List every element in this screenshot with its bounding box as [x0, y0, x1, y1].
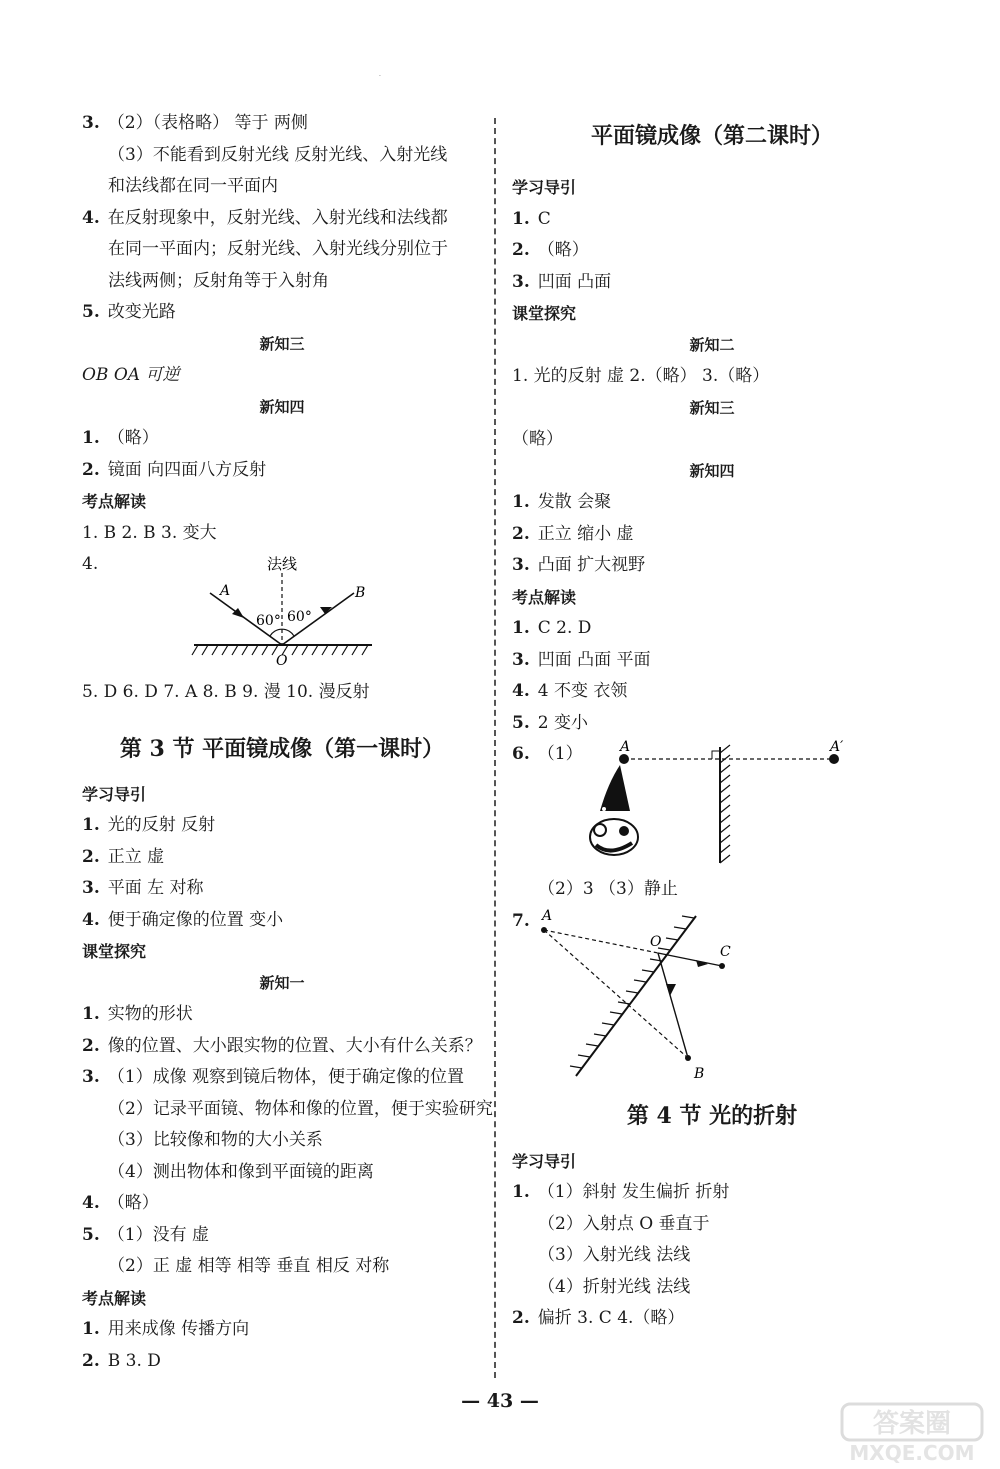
label-a-7: A	[542, 907, 553, 924]
section-4-title: 第 4 节 光的折射	[626, 1102, 798, 1129]
answer-text: （3）不能看到反射光线 反射光线、入射光线	[108, 144, 448, 165]
answer-line	[512, 550, 912, 582]
answer-line	[82, 297, 482, 329]
answer-text: B 3. D	[107, 1350, 161, 1371]
xinzhi-2-answer: 1. 光的反射 虚 2.（略） 3.（略）	[512, 366, 770, 386]
answer-line	[82, 1346, 482, 1378]
heading-xuexi-2: 学习导引	[512, 1151, 577, 1171]
xinzhi-4-answers	[82, 423, 482, 486]
label-c-7: C	[720, 943, 731, 960]
item-number: 1.	[512, 618, 530, 638]
answer-line	[82, 842, 482, 874]
label-a-6: A	[620, 739, 631, 755]
label-b-7: B	[694, 1065, 705, 1082]
point-a-prime	[829, 754, 839, 764]
answer-line	[82, 1157, 482, 1189]
answer-line	[82, 1314, 482, 1346]
heading-ketang-r: 课堂探究	[512, 304, 577, 323]
answer-line	[512, 204, 912, 236]
item-number: 2.	[82, 846, 100, 867]
answer-line	[512, 708, 912, 740]
item-number: 5.	[82, 302, 100, 322]
point-a	[619, 754, 629, 764]
item-number: 5.	[82, 1224, 100, 1245]
xinzhi-3-answer: OB OA 可逆	[82, 365, 180, 385]
arrow-oc	[696, 960, 708, 967]
answer-line	[512, 487, 912, 519]
answer-line	[82, 108, 482, 140]
answer-text: 平面 左 对称	[107, 878, 204, 898]
item-number: 1.	[82, 428, 100, 448]
answer-text: 法线两侧；反射角等于入射角	[108, 270, 329, 291]
answer-line	[512, 1303, 912, 1335]
item-number-7: 7.	[512, 910, 530, 931]
item-number-6: 6. （1）	[512, 744, 583, 764]
answer-line	[82, 1094, 493, 1126]
answer-line	[82, 1220, 482, 1252]
answer-line	[82, 905, 482, 937]
item-number: 2.	[512, 1308, 530, 1328]
answer-text: 光的反射 反射	[107, 815, 216, 835]
answer-line	[512, 1209, 912, 1241]
item-number: 4.	[82, 207, 100, 228]
answer-text: 和法线都在同一平面内	[108, 176, 278, 196]
item-6-subparts: （2）3 （3）静止	[538, 879, 678, 899]
answer-line	[512, 645, 912, 677]
svg-text:答案圈: 答案圈	[872, 1409, 952, 1439]
answer-text: 用来成像 传播方向	[107, 1319, 250, 1339]
xinzhi-3-answer-r: （略）	[512, 429, 563, 449]
item-number: 3.	[82, 1067, 100, 1087]
label-angle-1: 60°	[256, 613, 281, 629]
answer-text: 2 变小	[537, 712, 588, 733]
item-number: 1.	[512, 208, 530, 229]
reflection-diagram-7	[512, 906, 912, 1084]
section-title-part2: 平面镜成像（第二课时）	[590, 123, 833, 149]
answer-text: （略）	[107, 428, 159, 448]
answer-line	[512, 1177, 912, 1209]
answer-line	[512, 613, 912, 645]
heading-kaodian: 考点解读	[82, 492, 147, 511]
item-number: 2.	[82, 1350, 100, 1371]
reflection-figure	[82, 549, 482, 677]
mirror-hatching-2	[720, 745, 730, 863]
answer-text: 正立 虚	[107, 846, 165, 867]
item-number: 3.	[512, 649, 530, 670]
label-normal: 法线	[266, 555, 298, 573]
xuexi-answers	[82, 810, 482, 936]
item-number: 3.	[512, 271, 530, 292]
kaodian-answers-r	[512, 613, 912, 739]
answer-line	[512, 1272, 912, 1304]
heading-kaodian-r: 考点解读	[512, 587, 577, 607]
answer-text: （2）正 虚 相等 相等 垂直 相反 对称	[108, 1256, 390, 1276]
subheading-xinzhi-3-r: 新知三	[689, 398, 735, 417]
right-angle-mark	[712, 751, 720, 759]
answer-text: 4 不变 衣领	[537, 681, 628, 701]
answer-line	[82, 1251, 482, 1283]
incident-ray-b	[658, 953, 688, 1058]
subheading-xinzhi-1: 新知一	[259, 973, 305, 992]
label-o: O	[276, 653, 288, 669]
item-number: 2.	[512, 523, 530, 544]
item-number: 1.	[82, 1319, 100, 1339]
answer-text: 凹面 凸面	[537, 271, 612, 292]
item-number: 3.	[82, 113, 100, 133]
reflection-diagram	[82, 549, 482, 677]
answer-text: （2）（表格略） 等于 两侧	[107, 113, 308, 133]
watermark-logo	[838, 1402, 988, 1464]
hat-dot	[602, 807, 606, 811]
item-number: 1.	[512, 492, 530, 512]
answer-text: （2）记录平面镜、物体和像的位置，便于实验研究	[108, 1098, 493, 1119]
answer-line	[512, 235, 912, 267]
answer-line	[82, 1188, 482, 1220]
item-number: 1.	[512, 1182, 530, 1202]
answer-text: 像的位置、大小跟实物的位置、大小有什么关系？	[107, 1035, 482, 1056]
answer-text: 实物的形状	[107, 1004, 193, 1024]
answer-text: 改变光路	[107, 302, 176, 322]
answer-text: （4）测出物体和像到平面镜的距离	[108, 1161, 374, 1182]
right-column	[512, 108, 912, 1335]
answer-text: （1）成像 观察到镜后物体，便于确定像的位置	[107, 1067, 464, 1087]
arrow-bo	[666, 984, 676, 996]
answer-line	[82, 234, 482, 266]
kaodian-answer-5: 5. D 6. D 7. A 8. B 9. 漫 10. 漫反射	[82, 682, 370, 702]
answer-text: 偏折 3. C 4.（略）	[537, 1308, 685, 1328]
column-divider	[494, 118, 496, 1378]
mirror-image-figure	[512, 739, 912, 874]
answer-text: 在反射现象中，反射光线、入射光线和法线都	[107, 207, 448, 228]
item-number: 4.	[512, 681, 530, 701]
answer-text: （略）	[107, 1193, 159, 1213]
clown-nose	[619, 826, 629, 836]
kaodian-2-answers	[82, 1314, 482, 1377]
answer-line	[512, 267, 912, 299]
reflected-ray-c	[658, 953, 722, 966]
label-b: B	[355, 585, 366, 601]
reflection-figure-7	[512, 906, 912, 1084]
answer-text: （1）没有 虚	[107, 1224, 209, 1245]
answers-block	[82, 108, 482, 329]
item-number: 4.	[82, 909, 100, 930]
subheading-xinzhi-4-r: 新知四	[689, 461, 735, 480]
answer-line	[82, 999, 482, 1031]
item-number: 4.	[82, 554, 99, 574]
clown-hat	[600, 765, 630, 811]
answer-line	[82, 140, 482, 172]
answer-line	[82, 873, 482, 905]
item-number: 1.	[82, 1004, 100, 1024]
item-number: 3.	[82, 878, 100, 898]
heading-xuexi: 学习导引	[82, 784, 147, 804]
answer-line	[512, 1240, 912, 1272]
label-a: A	[220, 583, 231, 599]
answer-line	[82, 171, 482, 203]
item-number: 5.	[512, 712, 530, 733]
item-number: 1.	[82, 815, 100, 835]
heading-xuexi-r: 学习导引	[512, 178, 577, 197]
answer-text: 凸面 扩大视野	[537, 555, 646, 575]
answer-text: （3）入射光线 法线	[538, 1245, 691, 1265]
answer-text: （略）	[537, 240, 589, 260]
xinzhi-4-answers-r	[512, 487, 912, 582]
item-number: 2.	[82, 1035, 100, 1056]
heading-kaodian-2: 考点解读	[82, 1288, 147, 1308]
item-number: 2.	[82, 459, 100, 480]
answer-text: （1）斜射 发生偏折 折射	[537, 1182, 730, 1202]
subheading-xinzhi-3: 新知三	[259, 334, 305, 353]
answer-text: C 2. D	[537, 618, 592, 638]
answer-text: 发散 会聚	[537, 492, 612, 512]
answer-line	[82, 455, 482, 487]
speck: ·	[379, 73, 381, 80]
point-c-7	[719, 963, 725, 969]
answer-text: 凹面 凸面 平面	[537, 649, 651, 670]
svg-text:MXQE.COM: MXQE.COM	[849, 1441, 975, 1464]
answer-line	[512, 676, 912, 708]
answer-text: （3）比较像和物的大小关系	[108, 1130, 323, 1150]
answer-text: 在同一平面内；反射光线、入射光线分别位于	[108, 239, 448, 259]
answer-line	[512, 519, 912, 551]
answer-text: （4）折射光线 法线	[538, 1276, 691, 1297]
item-number: 3.	[512, 555, 530, 575]
answer-text: （2）入射点 O 垂直于	[538, 1213, 710, 1234]
xuexi-answers-r	[512, 204, 912, 299]
answer-line	[82, 1062, 482, 1094]
page-number: — 43 —	[461, 1390, 539, 1412]
left-column	[82, 108, 493, 1377]
answer-line	[82, 266, 482, 298]
dashed-a-to-o	[544, 930, 658, 953]
answer-text: 镜面 向四面八方反射	[107, 459, 267, 480]
label-angle-2: 60°	[287, 609, 312, 625]
item-number: 2.	[512, 240, 530, 260]
answer-text: 便于确定像的位置 变小	[107, 909, 284, 930]
subheading-xinzhi-4: 新知四	[259, 397, 305, 416]
answer-line	[82, 1031, 482, 1063]
answer-text: C	[537, 208, 551, 229]
answer-line	[82, 810, 482, 842]
section-3-title: 第 3 节 平面镜成像（第一课时）	[119, 735, 445, 762]
label-a-prime: A′	[830, 739, 844, 755]
label-o-7: O	[650, 933, 662, 950]
answer-line	[82, 1125, 482, 1157]
answer-text: 正立 缩小 虚	[537, 523, 634, 544]
item-number: 4.	[82, 1193, 100, 1213]
xuexi-2-answers	[512, 1177, 912, 1335]
heading-ketang: 课堂探究	[82, 942, 147, 961]
subheading-xinzhi-2: 新知二	[689, 335, 735, 354]
kaodian-answer-1: 1. B 2. B 3. 变大	[82, 522, 217, 543]
answer-line	[82, 203, 482, 235]
answer-line	[82, 423, 482, 455]
xinzhi-1-answers	[82, 999, 493, 1283]
